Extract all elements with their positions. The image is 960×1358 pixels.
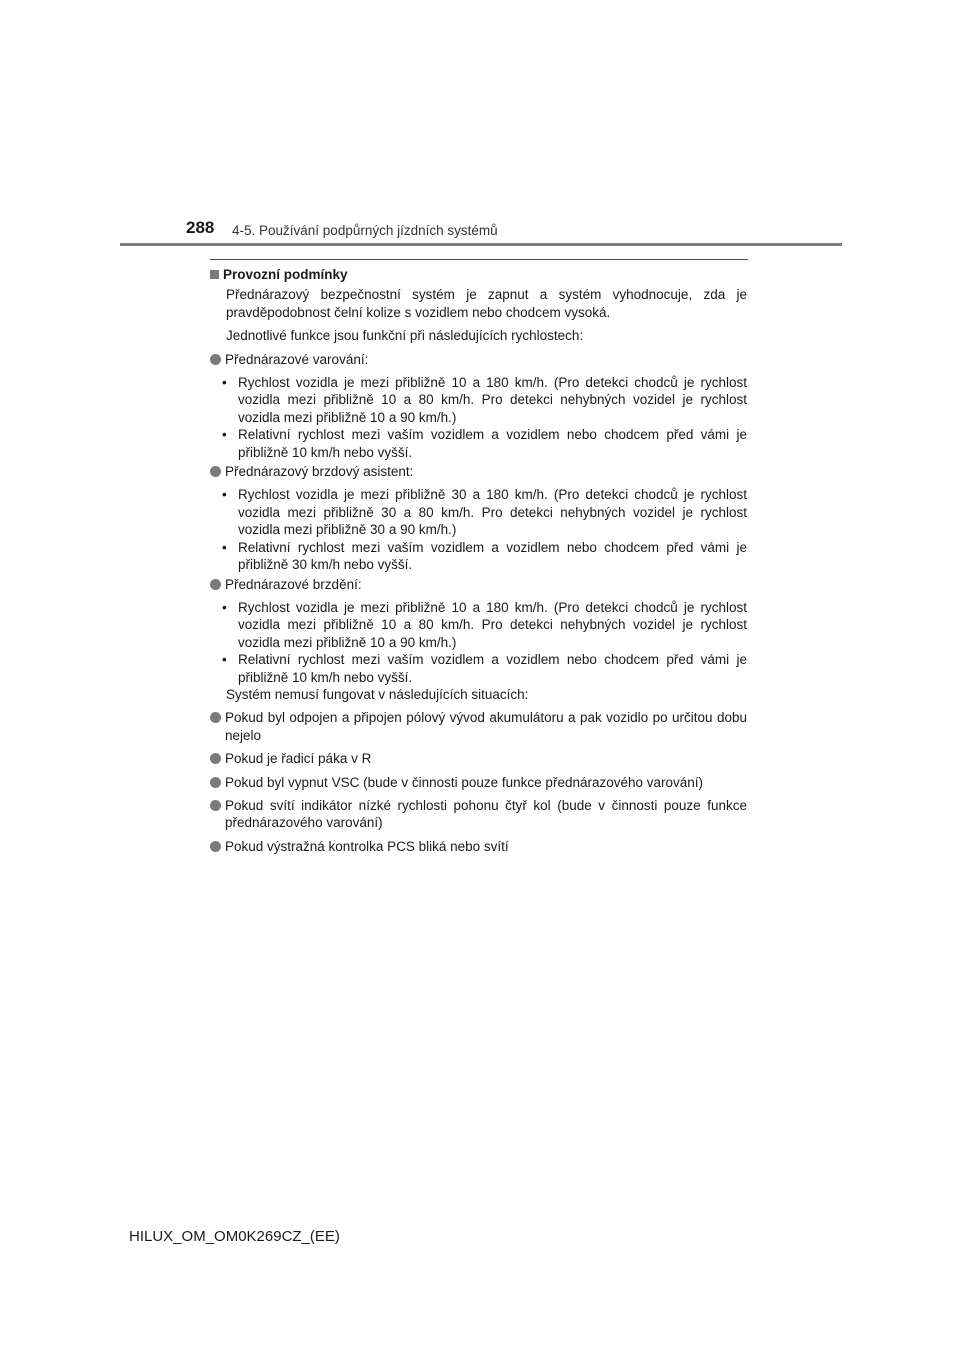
limitations-intro: Systém nemusí fungovat v následujících situacích: (226, 686, 529, 702)
header-rule (120, 243, 842, 246)
content (210, 266, 747, 855)
square-bullet-icon (210, 270, 219, 279)
limitation-text: Pokud byl odpojen a připojen pólový vývod akumulátoru a pak vozidlo po určitou dobu nejelo (225, 710, 747, 743)
function-conditions (210, 486, 747, 573)
condition-text: Relativní rychlost mezi vaším vozidlem a vozidlem nebo chodcem před vámi je přibližně 30 km/h nebo vyšší. (238, 539, 747, 573)
condition-item (222, 599, 747, 651)
circle-bullet-icon (210, 579, 221, 590)
section-rule (210, 259, 748, 260)
circle-bullet-icon (210, 354, 221, 365)
limitation-text: Pokud byl vypnut VSC (bude v činnosti pouze funkce přednárazového varování) (225, 774, 704, 790)
dot-bullet-icon: • (222, 539, 227, 555)
dot-bullet-icon: • (222, 487, 227, 503)
dot-bullet-icon: • (222, 427, 227, 443)
functions-intro: Jednotlivé funkce jsou funkční při následujících rychlostech: (226, 328, 584, 344)
circle-bullet-icon (210, 800, 221, 811)
function-item (210, 351, 747, 368)
function-conditions (210, 599, 747, 686)
circle-bullet-icon (210, 777, 221, 788)
condition-item (222, 426, 747, 461)
page-number: 288 (186, 218, 215, 237)
condition-item (222, 374, 747, 426)
circle-bullet-icon (210, 753, 221, 764)
dot-bullet-icon: • (222, 652, 227, 668)
condition-item (222, 539, 747, 574)
condition-text: Rychlost vozidla je mezi přibližně 10 a 180 km/h. (Pro detekci chodců je rychlost vozidla mezi přibližně 10 a 80 km/h. Pro detekci nehybných vozidel je rychlost vozidla mezi přibližně 10 a 90 km/h.) (238, 375, 747, 425)
function-item (210, 576, 747, 593)
dot-bullet-icon: • (222, 599, 227, 615)
condition-text: Relativní rychlost mezi vaším vozidlem a vozidlem nebo chodcem před vámi je přibližně 10 km/h nebo vyšší. (238, 652, 747, 685)
limitation-text: Pokud výstražná kontrolka PCS bliká nebo svítí (225, 838, 509, 854)
section-heading-text: Provozní podmínky (223, 267, 348, 282)
intro-paragraph: Přednárazový bezpečnostní systém je zapnut a systém vyhodnocuje, zda je pravděpodobnost čelní kolize s vozidlem nebo chodcem vysoká. (226, 287, 747, 320)
limitation-item (210, 709, 747, 744)
limitation-item (210, 838, 747, 855)
circle-bullet-icon (210, 841, 221, 852)
dot-bullet-icon: • (222, 375, 227, 391)
chapter-title: 4-5. Používání podpůrných jízdních systémů (232, 223, 498, 238)
limitation-text: Pokud svítí indikátor nízké rychlosti pohonu čtyř kol (bude v činnosti pouze funkce přednárazového varování) (225, 797, 747, 831)
function-label: Přednárazové brzdění: (225, 576, 362, 592)
limitation-text: Pokud je řadicí páka v R (225, 751, 372, 767)
section-heading (210, 266, 747, 283)
condition-text: Rychlost vozidla je mezi přibližně 30 a 180 km/h. (Pro detekci chodců je rychlost vozidla mezi přibližně 30 a 80 km/h. Pro detekci nehybných vozidel je rychlost vozidla mezi přibližně 30 a 90 km/h.) (238, 487, 747, 538)
limitation-item (210, 750, 747, 767)
limitation-item (210, 774, 747, 791)
document-code: HILUX_OM_OM0K269CZ_(EE) (129, 1228, 340, 1245)
condition-item (222, 651, 747, 686)
condition-text: Rychlost vozidla je mezi přibližně 10 a 180 km/h. (Pro detekci chodců je rychlost vozidla mezi přibližně 10 a 80 km/h. Pro detekci nehybných vozidel je rychlost vozidla mezi přibližně 10 a 90 km/h.) (238, 599, 747, 650)
circle-bullet-icon (210, 712, 221, 723)
function-label: Přednárazové varování: (225, 351, 369, 367)
function-label: Přednárazový brzdový asistent: (225, 464, 414, 480)
condition-text: Relativní rychlost mezi vaším vozidlem a vozidlem nebo chodcem před vámi je přibližně 10 km/h nebo vyšší. (238, 427, 747, 460)
limitation-item (210, 797, 747, 832)
function-item (210, 463, 747, 480)
function-conditions (210, 374, 747, 461)
circle-bullet-icon (210, 466, 221, 477)
condition-item (222, 486, 747, 538)
